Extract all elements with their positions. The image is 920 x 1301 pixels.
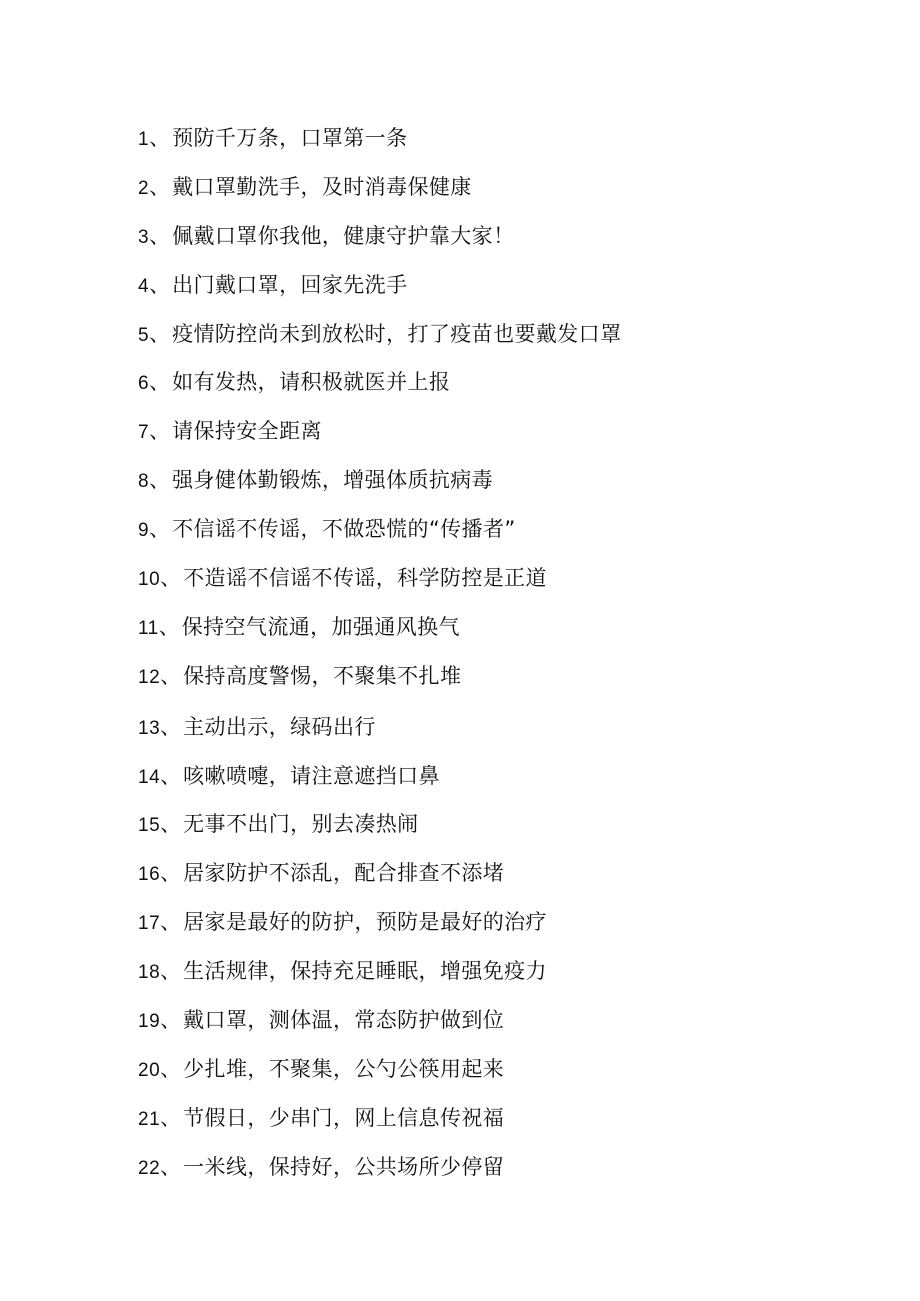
item-number: 1 <box>138 129 150 150</box>
item-number: 17 <box>138 913 161 935</box>
item-separator: 、 <box>149 174 171 199</box>
list-item <box>138 707 621 756</box>
item-separator: 、 <box>158 614 180 639</box>
list-item <box>138 558 621 607</box>
item-number: 16 <box>138 864 161 886</box>
item-text: 居家防护不添乱，配合排查不添堵 <box>183 861 505 886</box>
item-number: 15 <box>138 815 161 837</box>
item-text: 佩戴口罩你我他，健康守护靠大家！ <box>172 223 515 248</box>
item-separator: 、 <box>160 959 182 984</box>
item-text: 节假日，少串门，网上信息传祝福 <box>183 1105 505 1130</box>
item-text: 生活规律，保持充足睡眠，增强免疫力 <box>183 959 547 984</box>
item-text: 咳嗽喷嚏，请注意遮挡口鼻 <box>183 763 440 788</box>
item-number: 12 <box>138 666 161 688</box>
item-text: 出门戴口罩，回家先洗手 <box>172 272 408 297</box>
list-item <box>138 411 621 460</box>
item-number: 9 <box>138 520 150 542</box>
list-item <box>138 509 621 558</box>
list-item <box>138 265 621 314</box>
item-text: 无事不出门，别去凑热闹 <box>183 812 419 837</box>
list-item <box>138 1147 621 1196</box>
item-text: 疫情防控尚未到放松时，打了疫苗也要戴发口罩 <box>172 321 622 346</box>
item-separator: 、 <box>160 812 182 837</box>
list-item <box>138 118 621 167</box>
list-item <box>138 460 621 509</box>
item-text: 居家是最好的防护，预防是最好的治疗 <box>183 910 547 935</box>
item-number: 4 <box>138 275 150 297</box>
item-separator: 、 <box>160 1154 182 1179</box>
item-number: 3 <box>138 226 150 248</box>
item-separator: 、 <box>149 126 171 150</box>
item-separator: 、 <box>160 663 182 688</box>
list-item <box>138 756 621 805</box>
item-text: 强身健体勤锻炼，增强体质抗病毒 <box>172 468 494 493</box>
list-item <box>138 362 621 411</box>
item-separator: 、 <box>149 468 171 493</box>
list-item <box>138 804 621 853</box>
item-separator: 、 <box>149 370 171 395</box>
item-number: 2 <box>138 177 150 199</box>
item-text: 一米线，保持好，公共场所少停留 <box>183 1154 505 1179</box>
list-item <box>138 314 621 363</box>
item-number: 11 <box>138 617 159 639</box>
item-text: 如有发热，请积极就医并上报 <box>172 370 451 395</box>
item-number: 20 <box>138 1059 161 1081</box>
item-separator: 、 <box>160 1056 182 1081</box>
item-text: 主动出示，绿码出行 <box>183 714 376 739</box>
item-number: 19 <box>138 1011 161 1033</box>
item-separator: 、 <box>160 714 182 739</box>
list-item <box>138 167 621 216</box>
list-item <box>138 607 621 656</box>
item-text: 戴口罩，测体温，常态防护做到位 <box>183 1008 505 1033</box>
item-text: 请保持安全距离 <box>172 419 322 444</box>
item-number: 8 <box>138 471 150 493</box>
list-item <box>138 216 621 265</box>
item-separator: 、 <box>160 1105 182 1130</box>
item-number: 18 <box>138 962 161 984</box>
item-text: 戴口罩勤洗手，及时消毒保健康 <box>172 174 472 199</box>
item-number: 14 <box>138 766 161 788</box>
list-item <box>138 951 621 1000</box>
item-number: 7 <box>138 422 150 444</box>
item-number: 13 <box>138 717 161 739</box>
item-separator: 、 <box>149 272 171 297</box>
item-number: 21 <box>138 1108 161 1130</box>
list-item <box>138 902 621 951</box>
item-separator: 、 <box>149 321 171 346</box>
list-item <box>138 1000 621 1049</box>
item-text: 保持高度警惕，不聚集不扎堆 <box>183 663 462 688</box>
list-item <box>138 1098 621 1147</box>
list-item <box>138 853 621 902</box>
list-item <box>138 656 621 705</box>
item-text: 少扎堆，不聚集，公勺公筷用起来 <box>183 1056 505 1081</box>
item-number: 6 <box>138 373 150 395</box>
item-text: 不造谣不信谣不传谣，科学防控是正道 <box>183 566 547 591</box>
item-separator: 、 <box>160 1008 182 1033</box>
item-number: 22 <box>138 1157 161 1179</box>
item-text: 保持空气流通，加强通风换气 <box>181 614 460 639</box>
item-separator: 、 <box>149 223 171 248</box>
list-item <box>138 1049 621 1098</box>
item-separator: 、 <box>160 763 182 788</box>
item-separator: 、 <box>149 419 171 444</box>
item-text: 不信谣不传谣，不做恐慌的“传播者” <box>172 517 516 542</box>
item-separator: 、 <box>160 910 182 935</box>
item-separator: 、 <box>160 861 182 886</box>
item-number: 10 <box>138 569 161 591</box>
item-number: 5 <box>138 324 150 346</box>
item-separator: 、 <box>149 517 171 542</box>
slogan-list <box>138 118 621 1196</box>
item-text: 预防千万条，口罩第一条 <box>172 126 408 150</box>
item-separator: 、 <box>160 566 182 591</box>
